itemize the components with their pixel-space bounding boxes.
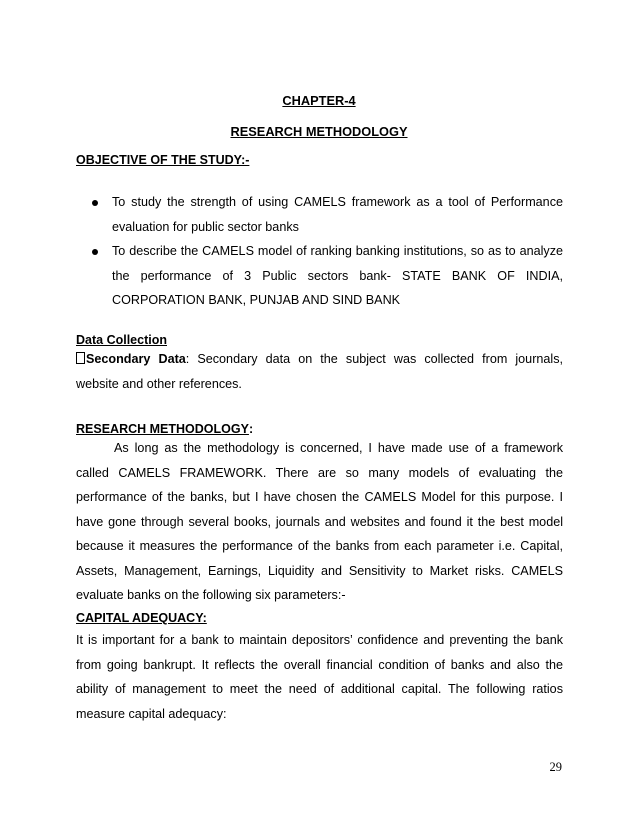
methodology-heading xyxy=(76,422,253,436)
list-item xyxy=(76,239,563,313)
list-item-text: To study the strength of using CAMELS framework as a tool of Performance evaluation for public sector banks xyxy=(112,195,563,234)
methodology-heading-suffix: : xyxy=(248,422,254,436)
page-title xyxy=(0,124,638,139)
page-title-text: RESEARCH METHODOLOGY xyxy=(230,124,408,139)
objective-heading: OBJECTIVE OF THE STUDY:- xyxy=(76,153,250,167)
bullet-icon xyxy=(92,249,98,255)
chapter-label xyxy=(0,93,638,108)
bullet-icon xyxy=(92,200,98,206)
capital-paragraph: It is important for a bank to maintain depositors’ confidence and preventing the bank from going bankrupt. It reflects the overall financial condition of banks and also the ability of management to meet the need of additional capital. The following ratios measure capital adequacy: xyxy=(76,633,563,721)
methodology-text: As long as the methodology is concerned, I have made use of a framework called CAMELS FRAMEWORK. There are so many models of evaluating the performance of the banks, but I have chosen the CAMELS Model for this purpose. I have gone through several books, journals and websites and found it the best model because it measures the performance of the banks from each parameter i.e. Capital, Assets, Management, Earnings, Liquidity and Sensitivity to Market risks. CAMELS evaluate banks on the following six parameters:- xyxy=(76,441,563,602)
secondary-data-label: Secondary Data xyxy=(86,352,186,366)
methodology-heading-text: RESEARCH METHODOLOGY xyxy=(76,422,249,436)
checkbox-glyph-icon xyxy=(76,352,85,364)
methodology-paragraph xyxy=(76,436,563,608)
list-item xyxy=(76,190,563,239)
list-item-text: To describe the CAMELS model of ranking banking institutions, so as to analyze the performance of 3 Public sectors bank- STATE BANK OF INDIA, CORPORATION BANK, PUNJAB AND SIND BANK xyxy=(112,244,563,307)
data-collection-heading: Data Collection xyxy=(76,333,167,347)
page-number: 29 xyxy=(549,760,562,774)
objective-list xyxy=(76,190,563,313)
data-collection-paragraph xyxy=(76,347,563,396)
chapter-text: CHAPTER-4 xyxy=(282,93,356,108)
capital-heading: CAPITAL ADEQUACY: xyxy=(76,611,207,625)
secondary-data-text: : Secondary data on the subject was collected from journals, website and other references. xyxy=(76,352,563,391)
